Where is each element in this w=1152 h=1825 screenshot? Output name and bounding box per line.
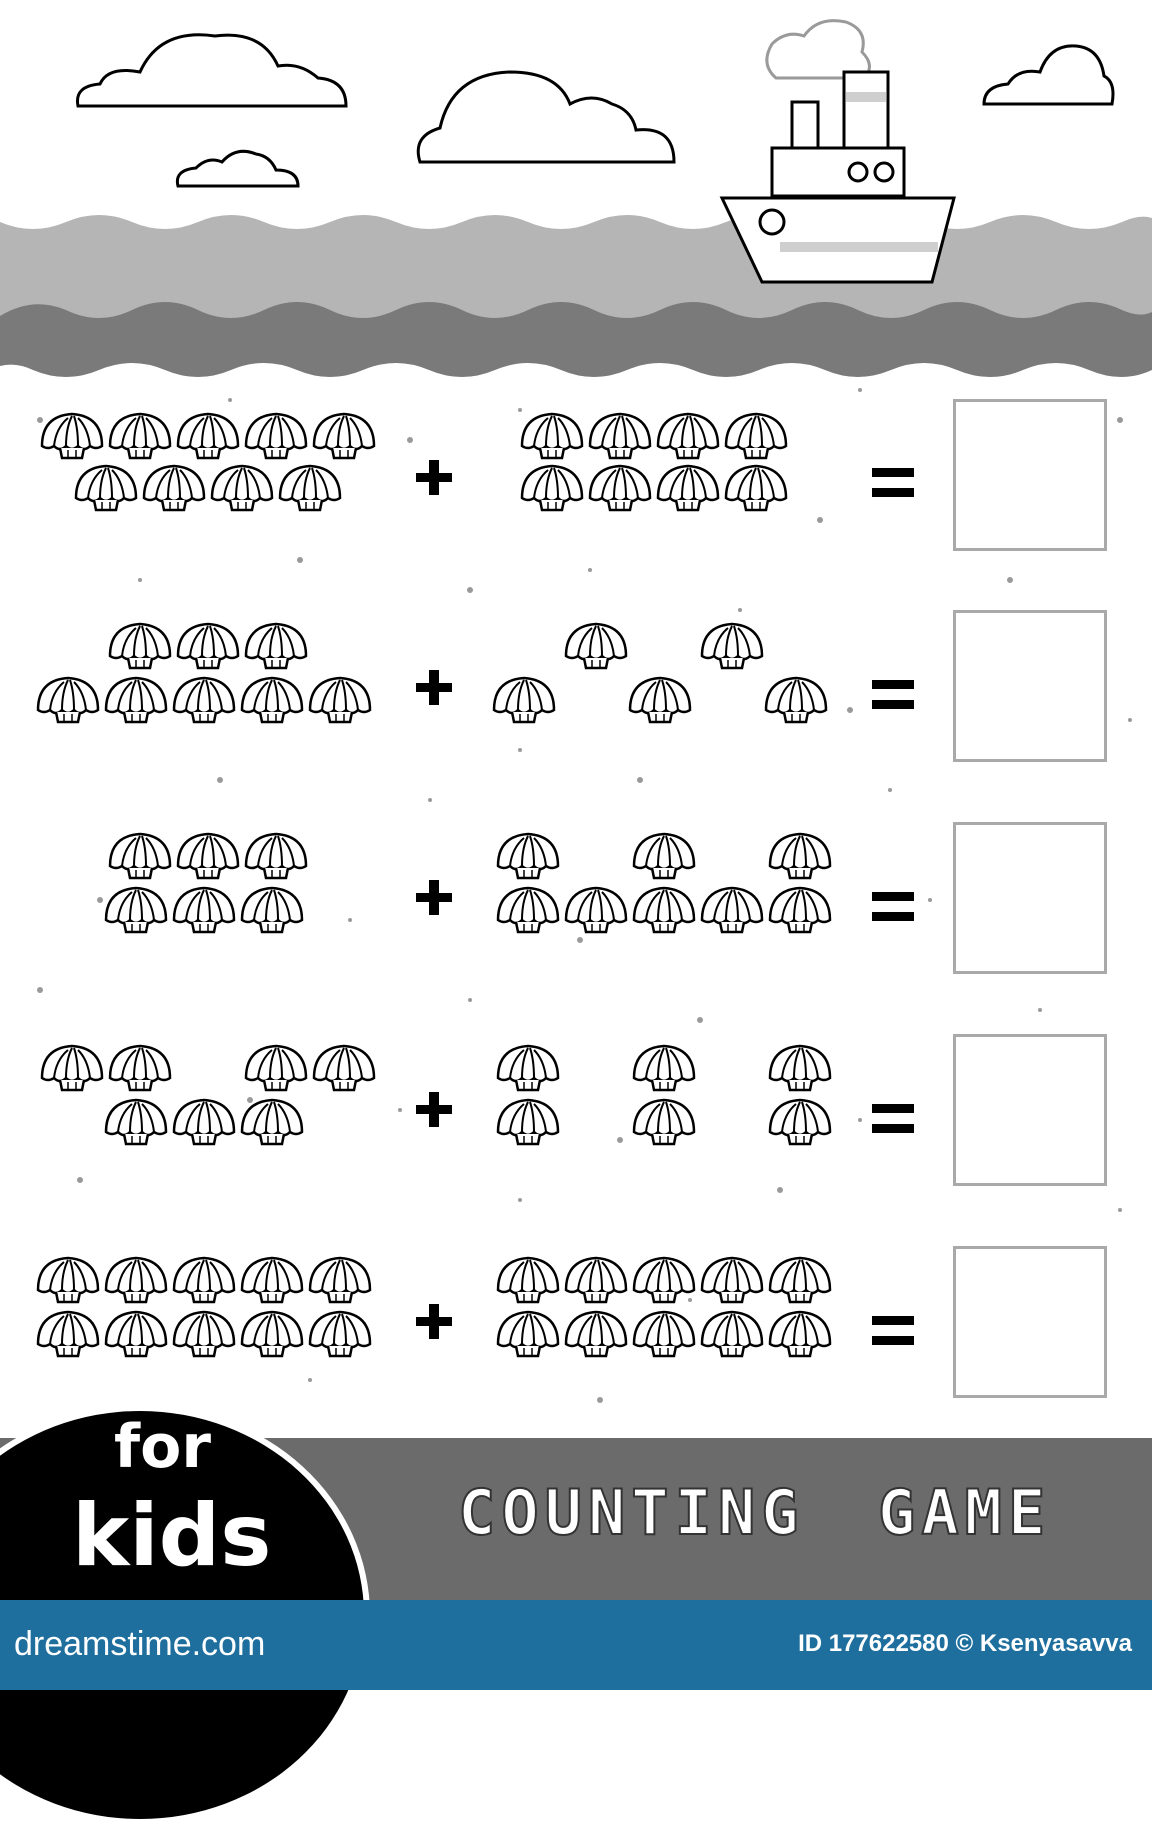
- shell-icon: [174, 678, 234, 722]
- equals-icon: [872, 680, 914, 709]
- shell-icon: [42, 414, 102, 458]
- left-shell-group: [106, 834, 306, 932]
- shell-icon: [702, 1312, 762, 1356]
- cloud-icon: [177, 151, 298, 186]
- title-word-game: GAME: [878, 1476, 1052, 1549]
- shell-icon: [310, 1258, 370, 1302]
- shell-icon: [634, 888, 694, 932]
- answer-box-5[interactable]: [953, 1246, 1107, 1398]
- shell-icon: [498, 888, 558, 932]
- equals-icon: [872, 468, 914, 497]
- shell-icon: [110, 834, 170, 878]
- shell-icon: [110, 414, 170, 458]
- wave-dark: [0, 302, 1152, 377]
- shell-icon: [566, 624, 626, 668]
- shell-icon: [314, 414, 374, 458]
- shell-icon: [242, 1312, 302, 1356]
- cloud-icon: [418, 72, 674, 162]
- shell-icon: [38, 1258, 98, 1302]
- smoke-cloud-icon: [767, 21, 870, 78]
- shell-icon: [566, 888, 626, 932]
- left-shell-group: [42, 414, 374, 510]
- plus-icon: [416, 1092, 452, 1127]
- shell-icon: [498, 1312, 558, 1356]
- shell-icon: [174, 888, 234, 932]
- shell-icon: [246, 414, 306, 458]
- shell-icon: [634, 1312, 694, 1356]
- shell-icon: [42, 1046, 102, 1090]
- problem-row-1: [42, 414, 786, 510]
- shell-icon: [174, 1312, 234, 1356]
- shell-icon: [498, 1046, 558, 1090]
- shell-icon: [702, 624, 762, 668]
- equals-icon: [872, 1104, 914, 1133]
- shell-icon: [726, 414, 786, 458]
- shell-icon: [246, 624, 306, 668]
- plus-icon: [416, 1304, 452, 1339]
- shell-icon: [212, 466, 272, 510]
- shell-icon: [770, 888, 830, 932]
- shell-icon: [770, 1312, 830, 1356]
- right-shell-group: [498, 834, 830, 932]
- title-word-counting: COUNTING: [458, 1476, 805, 1549]
- shell-icon: [702, 1258, 762, 1302]
- shell-icon: [310, 1312, 370, 1356]
- shell-icon: [246, 834, 306, 878]
- shell-icon: [498, 834, 558, 878]
- shell-icon: [634, 1258, 694, 1302]
- shell-icon: [144, 466, 204, 510]
- shell-icon: [726, 466, 786, 510]
- shell-icon: [522, 414, 582, 458]
- shell-icon: [590, 414, 650, 458]
- shell-icon: [106, 1258, 166, 1302]
- answer-box-3[interactable]: [953, 822, 1107, 974]
- footer-logo[interactable]: dreamstime.com: [14, 1625, 266, 1663]
- shell-icon: [766, 678, 826, 722]
- shell-icon: [658, 414, 718, 458]
- badge-kids-text: kids: [72, 1486, 272, 1586]
- plus-icon: [416, 880, 452, 915]
- shell-icon: [634, 834, 694, 878]
- left-shell-group: [38, 624, 370, 722]
- shell-icon: [110, 624, 170, 668]
- shell-icon: [770, 834, 830, 878]
- shell-icon: [630, 678, 690, 722]
- shell-icon: [242, 1100, 302, 1144]
- plus-icon: [416, 460, 452, 495]
- shell-icon: [770, 1046, 830, 1090]
- shell-icon: [106, 1100, 166, 1144]
- shell-icon: [246, 1046, 306, 1090]
- shell-icon: [494, 678, 554, 722]
- shell-icon: [280, 466, 340, 510]
- left-shell-group: [38, 1258, 370, 1356]
- badge-for-text: for: [114, 1412, 211, 1482]
- shell-icon: [38, 1312, 98, 1356]
- shell-icon: [174, 1258, 234, 1302]
- shell-icon: [770, 1258, 830, 1302]
- shell-icon: [566, 1312, 626, 1356]
- shell-icon: [178, 834, 238, 878]
- right-shell-group: [494, 624, 826, 722]
- shell-icon: [242, 678, 302, 722]
- answer-box-1[interactable]: [953, 399, 1107, 551]
- answer-box-4[interactable]: [953, 1034, 1107, 1186]
- equals-icon: [872, 1316, 914, 1345]
- shell-icon: [658, 466, 718, 510]
- shell-icon: [76, 466, 136, 510]
- ship-icon: [722, 72, 954, 282]
- right-shell-group: [498, 1046, 830, 1144]
- shell-icon: [242, 888, 302, 932]
- shell-icon: [178, 624, 238, 668]
- shell-icon: [314, 1046, 374, 1090]
- shell-icon: [498, 1258, 558, 1302]
- right-shell-group: [498, 1258, 830, 1356]
- shell-icon: [498, 1100, 558, 1144]
- left-shell-group: [42, 1046, 374, 1144]
- shell-icon: [590, 466, 650, 510]
- cloud-icon: [984, 46, 1113, 104]
- shell-icon: [634, 1100, 694, 1144]
- shell-icon: [174, 1100, 234, 1144]
- shell-icon: [242, 1258, 302, 1302]
- shell-icon: [106, 888, 166, 932]
- answer-box-2[interactable]: [953, 610, 1107, 762]
- equals-icon: [872, 892, 914, 921]
- right-shell-group: [522, 414, 786, 510]
- shell-icon: [522, 466, 582, 510]
- shell-icon: [702, 888, 762, 932]
- cloud-icon: [77, 35, 346, 106]
- problem-row-3: [106, 834, 830, 932]
- shell-icon: [310, 678, 370, 722]
- shell-icon: [566, 1258, 626, 1302]
- shell-icon: [770, 1100, 830, 1144]
- plus-icon: [416, 670, 452, 705]
- shell-icon: [38, 678, 98, 722]
- shell-icon: [106, 678, 166, 722]
- shell-icon: [106, 1312, 166, 1356]
- shell-icon: [178, 414, 238, 458]
- footer-image-id: ID 177622580 © Ksenyasavva: [798, 1630, 1132, 1657]
- shell-icon: [110, 1046, 170, 1090]
- shell-icon: [634, 1046, 694, 1090]
- sea-scene: [0, 0, 1152, 390]
